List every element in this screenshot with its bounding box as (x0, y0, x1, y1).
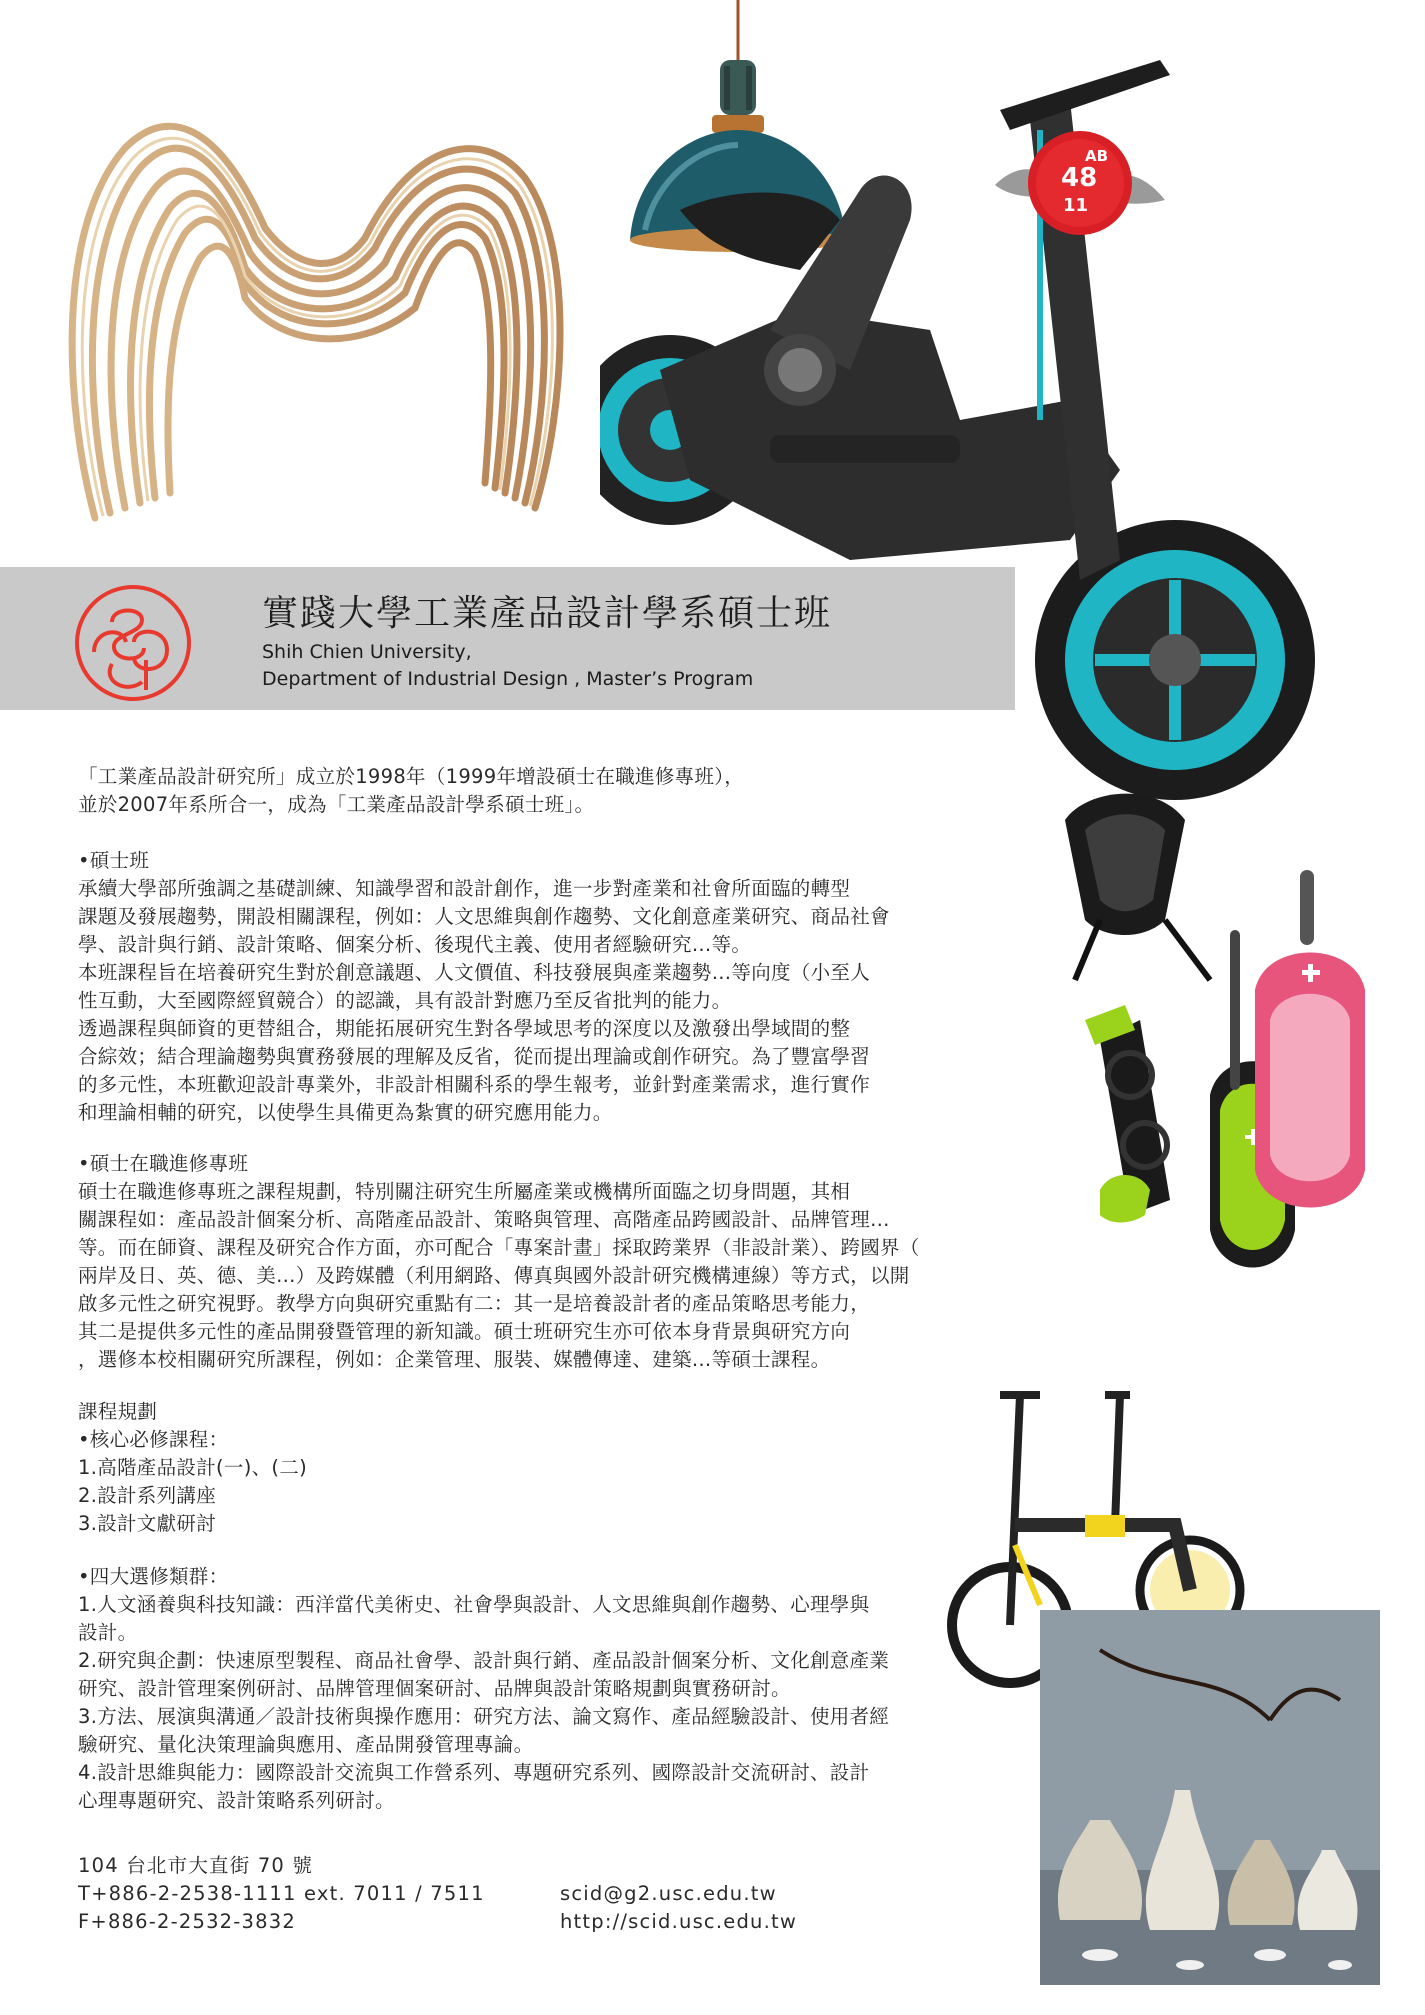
goggles-and-cases-illustration (1070, 870, 1375, 1300)
master-program-section (78, 847, 993, 1127)
address: 104 台北市大直街 70 號 (78, 1854, 314, 1877)
elective-line: 3.方法、展演與溝通／設計技術與操作應用：研究方法、論文寫作、產品經驗設計、使用者經 (78, 1705, 890, 1728)
intro-line: 並於2007年系所合一，成為「工業產品設計學系碩士班」。 (78, 793, 595, 816)
paragraph-line: 其二是提供多元性的產品開發暨管理的新知識。碩士班研究生亦可依本身背景與研究方向 (78, 1320, 851, 1343)
paragraph-line: 碩士在職進修專班之課程規劃，特別關注研究生所屬產業或機構所面臨之切身問題，其相 (78, 1180, 851, 1203)
paragraph-line: 啟多元性之研究視野。教學方向與研究重點有二：其一是培養設計者的產品策略思考能力， (78, 1292, 871, 1315)
intro-paragraph (78, 763, 993, 819)
core-course-item: 1.高階產品設計(一)、(二) (78, 1456, 308, 1479)
paragraph-line: 性互動，大至國際經貿競合）的認識，具有設計對應乃至反省批判的能力。 (78, 989, 732, 1012)
watch-small-readout: 11 (1063, 195, 1089, 216)
paragraph-line: 兩岸及日、英、德、美…）及跨媒體（利用網路、傳真與國外設計研究機構連線）等方式，以開 (78, 1264, 910, 1287)
smartwatch-illustration (995, 125, 1165, 245)
ceramic-vases-photo (1040, 1610, 1380, 1985)
section-heading: •碩士班 (78, 849, 150, 872)
paragraph-line: 合綜效；結合理論趨勢與實務發展的理解及反省，從而提出理論或創作研究。為了豐富學習 (78, 1045, 871, 1068)
paragraph-line: 和理論相輔的研究，以使學生具備更為紮實的研究應用能力。 (78, 1101, 613, 1124)
intro-line: 「工業產品設計研究所」成立於1998年（1999年增設碩士在職進修專班）， (78, 765, 745, 788)
paragraph-line: 的多元性，本班歡迎設計專業外，非設計相關科系的學生報考，並針對產業需求，進行實作 (78, 1073, 871, 1096)
paragraph-line: 學、設計與行銷、設計策略、個案分析、後現代主義、使用者經驗研究…等。 (78, 933, 752, 956)
core-course-item: 3.設計文獻研討 (78, 1512, 217, 1535)
core-course-item: 2.設計系列講座 (78, 1484, 217, 1507)
university-name-english: Shih Chien University, (262, 641, 472, 663)
elective-line: 4.設計思維與能力：國際設計交流與工作營系列、專題研究系列、國際設計交流研討、設計 (78, 1761, 870, 1784)
watch-big-readout: 48 (1061, 163, 1098, 193)
elective-line: 研究、設計管理案例研討、品牌管理個案研討、品牌與設計策略規劃與實務研討。 (78, 1677, 791, 1700)
electives-section (78, 1563, 993, 1815)
elective-line: 心理專題研究、設計策略系列研討。 (78, 1789, 395, 1812)
scid-logo-icon (72, 582, 194, 704)
contact-block (78, 1852, 485, 1936)
email-link[interactable]: scid@g2.usc.edu.tw (560, 1882, 777, 1905)
executive-program-section (78, 1150, 993, 1374)
bamboo-chair-illustration (55, 108, 585, 548)
elective-line: 1.人文涵養與科技知識：西洋當代美術史、社會學與設計、人文思維與創作趨勢、心理學與 (78, 1593, 870, 1616)
curriculum-section (78, 1398, 993, 1538)
subsection-heading: •核心必修課程： (78, 1428, 229, 1451)
watch-top-readout: AB (1085, 147, 1109, 165)
online-contact-block (560, 1880, 797, 1936)
website-link[interactable]: http://scid.usc.edu.tw (560, 1910, 797, 1933)
subsection-heading: •四大選修類群： (78, 1565, 229, 1588)
elective-line: 設計。 (78, 1621, 138, 1644)
paragraph-line: ，選修本校相關研究所課程，例如：企業管理、服裝、媒體傳達、建築…等碩士課程。 (78, 1348, 831, 1371)
paragraph-line: 本班課程旨在培養研究生對於創意議題、人文價值、科技發展與產業趨勢…等向度（小至人 (78, 961, 871, 984)
paragraph-line: 透過課程與師資的更替組合，期能拓展研究生對各學域思考的深度以及激發出學域間的整 (78, 1017, 851, 1040)
program-title-chinese: 實踐大學工業產品設計學系碩士班 (262, 593, 833, 634)
section-heading: 課程規劃 (78, 1400, 158, 1423)
phone-number: T+886-2-2538-1111 ext. 7011 / 7511 (78, 1882, 485, 1905)
section-heading: •碩士在職進修專班 (78, 1152, 249, 1175)
paragraph-line: 課題及發展趨勢，開設相關課程，例如：人文思維與創作趨勢、文化創意產業研究、商品社會 (78, 905, 890, 928)
program-name-english: Department of Industrial Design , Master’s Program (262, 668, 754, 690)
paragraph-line: 承續大學部所強調之基礎訓練、知識學習和設計創作，進一步對產業和社會所面臨的轉型 (78, 877, 851, 900)
fax-number: F+886-2-2532-3832 (78, 1910, 296, 1933)
elective-line: 2.研究與企劃：快速原型製程、商品社會學、設計與行銷、產品設計個案分析、文化創意產業 (78, 1649, 890, 1672)
paragraph-line: 關課程如：產品設計個案分析、高階產品設計、策略與管理、高階產品跨國設計、品牌管理… (78, 1208, 890, 1231)
elective-line: 驗研究、量化決策理論與應用、產品開發管理專論。 (78, 1733, 534, 1756)
paragraph-line: 等。而在師資、課程及研究合作方面，亦可配合「專案計畫」採取跨業界（非設計業）、跨國界（ (78, 1236, 920, 1259)
